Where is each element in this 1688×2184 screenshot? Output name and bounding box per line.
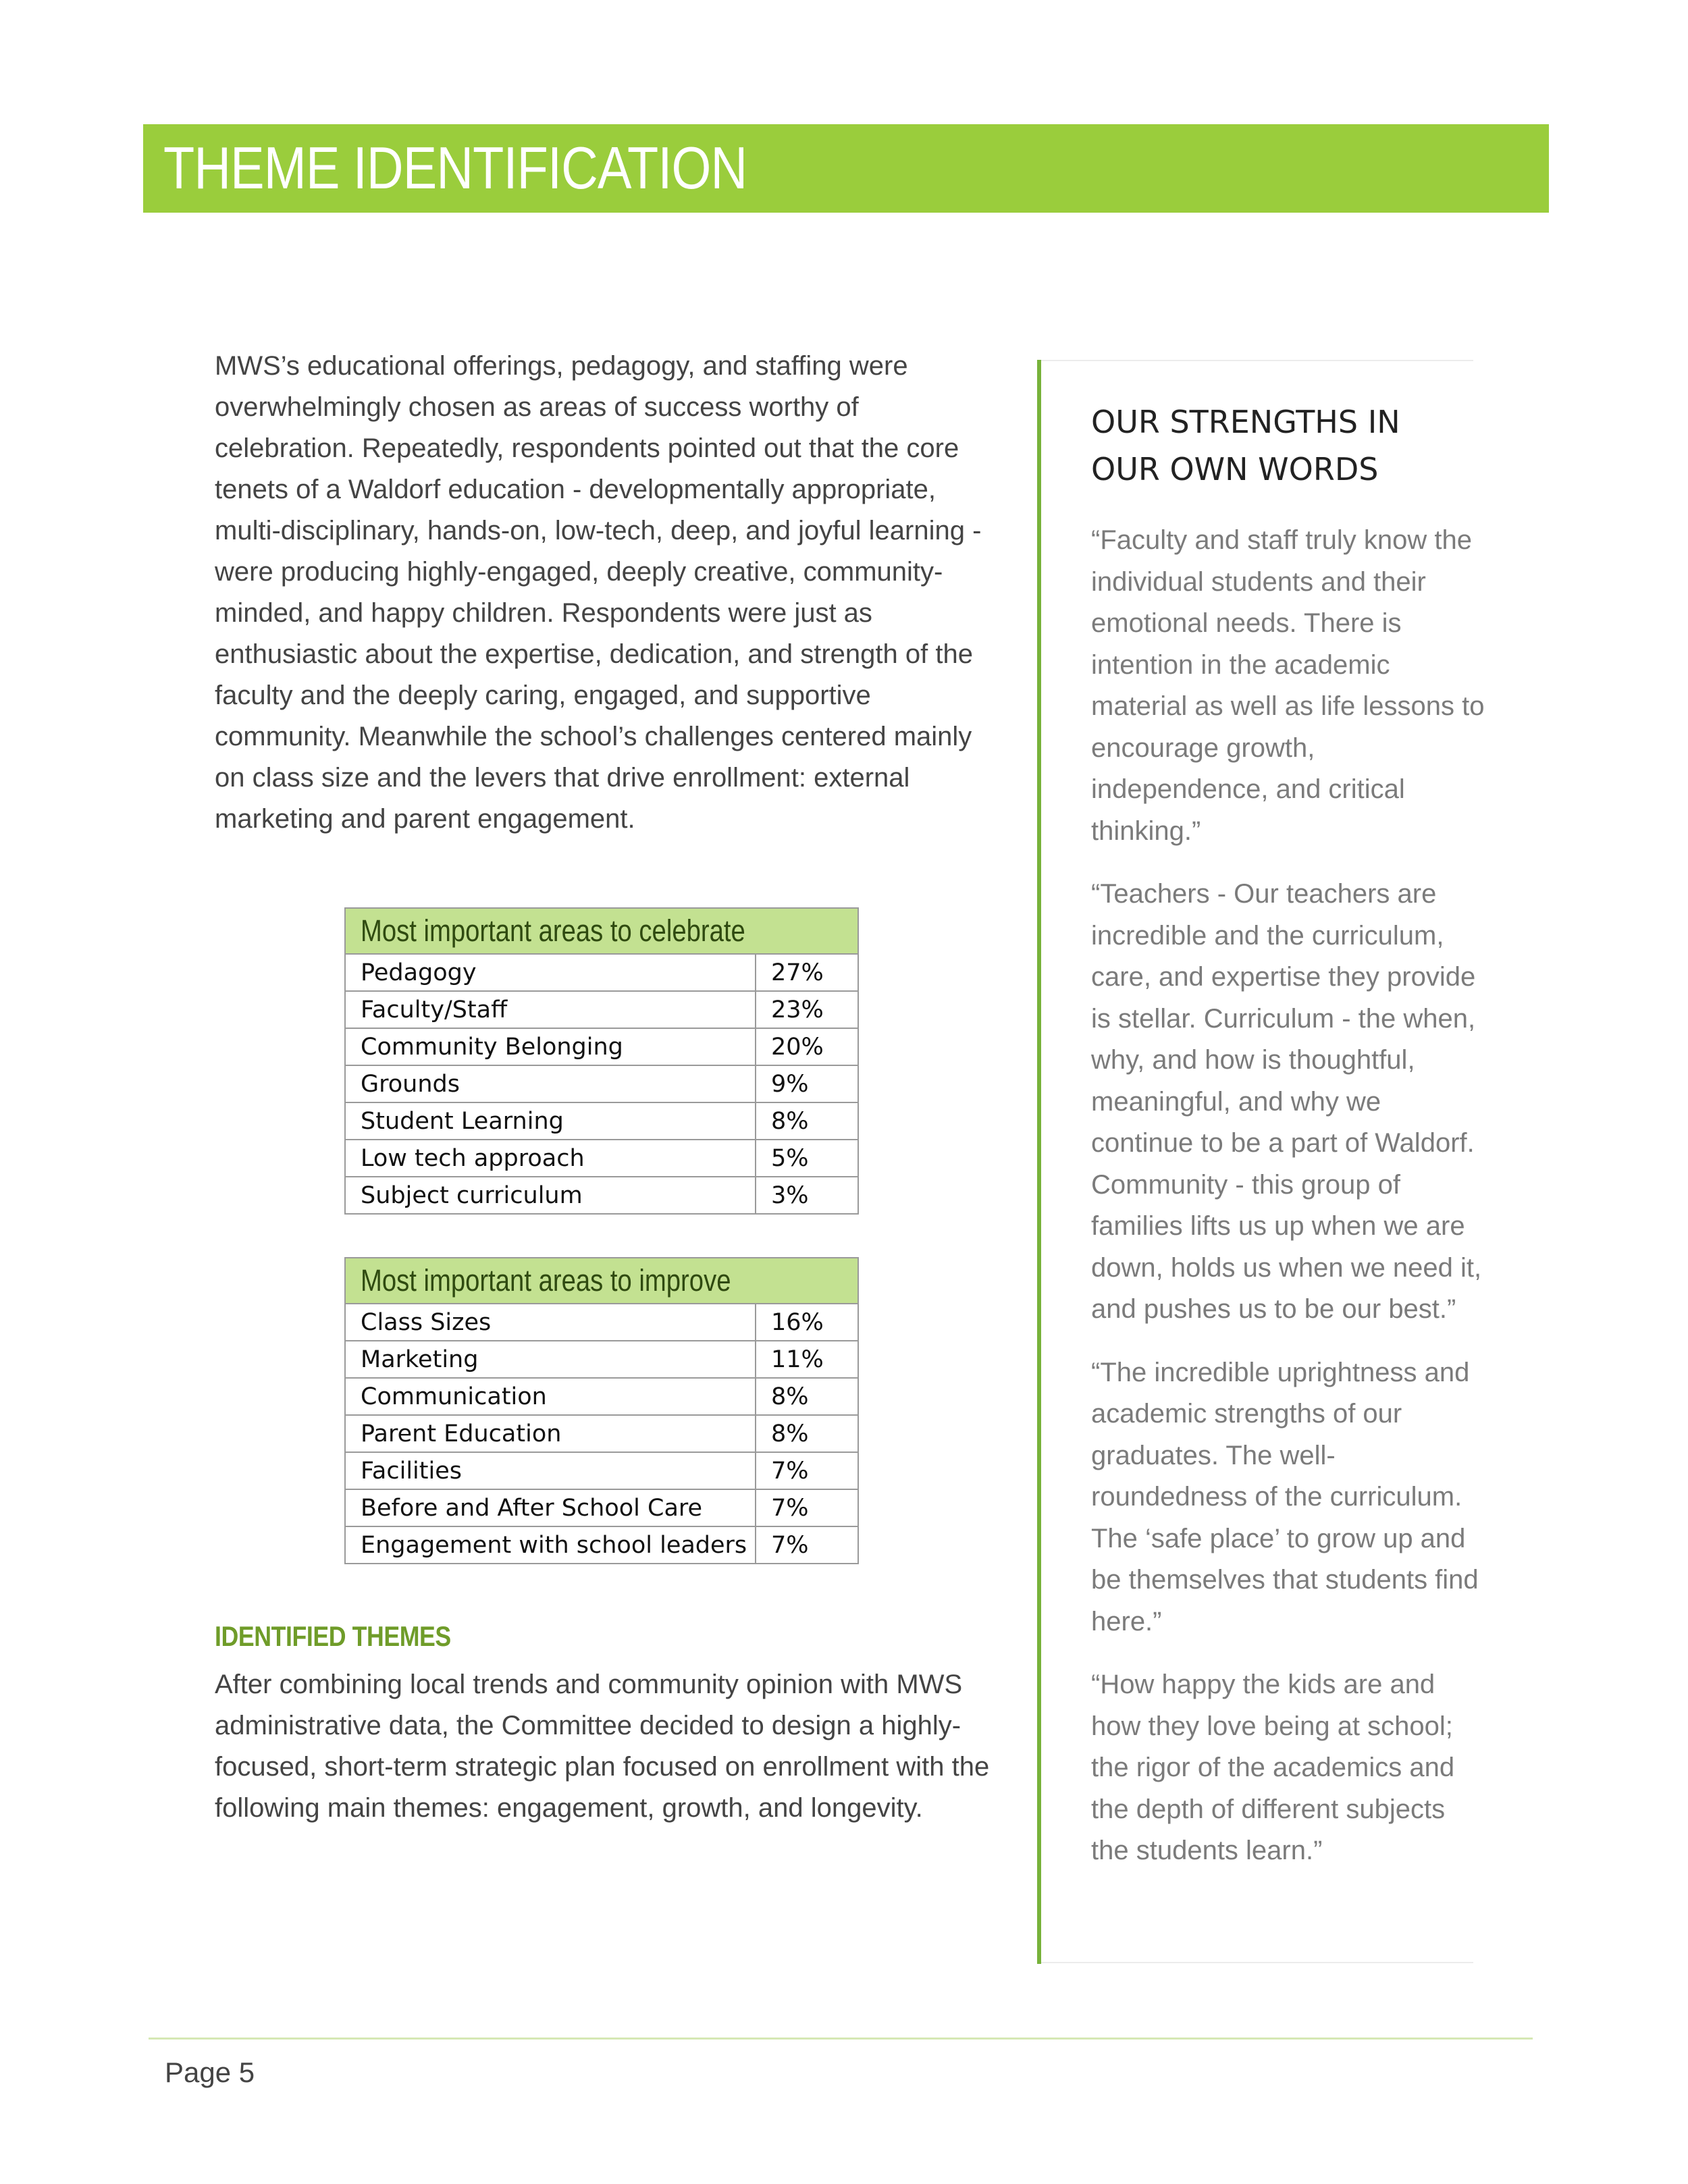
improve-table [344,1257,859,1564]
row-label: Faculty/Staff [345,991,756,1028]
row-value: 5% [756,1140,858,1177]
celebrate-table [344,907,859,1215]
row-value: 8% [756,1378,858,1415]
table-row [345,1028,858,1065]
table-row [345,1378,858,1415]
row-label: Marketing [345,1341,756,1378]
row-value: 9% [756,1065,858,1102]
table-title: Most important areas to celebrate [345,908,858,954]
row-value: 16% [756,1304,858,1341]
table-row [345,991,858,1028]
row-value: 7% [756,1452,858,1489]
table-row [345,1452,858,1489]
table-row [345,1341,858,1378]
row-value: 11% [756,1341,858,1378]
row-label: Communication [345,1378,756,1415]
row-label: Student Learning [345,1102,756,1140]
row-label: Before and After School Care [345,1489,756,1526]
quote: “How happy the kids are and how they love being at school; the rigor of the academics and the depth of different subjects the students learn.” [1091,1670,1455,1865]
table-row [345,954,858,991]
row-value: 20% [756,1028,858,1065]
table-row [345,1489,858,1526]
table-row [345,1065,858,1102]
row-label: Subject curriculum [345,1177,756,1214]
table-header-row [345,1258,858,1304]
sidebar-bottom-divider [1041,1962,1473,1963]
quotes-sidebar [1091,520,1489,1894]
row-value: 3% [756,1177,858,1214]
row-value: 27% [756,954,858,991]
table-row [345,1102,858,1140]
row-value: 8% [756,1415,858,1452]
section-banner [143,124,1549,213]
table-row [345,1526,858,1564]
page-title: THEME IDENTIFICATION [163,134,747,201]
identified-themes-heading: IDENTIFIED THEMES [215,1620,451,1652]
row-value: 23% [756,991,858,1028]
row-label: Community Belonging [345,1028,756,1065]
row-label: Pedagogy [345,954,756,991]
sidebar-title: OUR STRENGTHS IN OUR OWN WORDS [1091,404,1400,487]
table-row [345,1415,858,1452]
table-row [345,1177,858,1214]
quote: “Faculty and staff truly know the individual students and their emotional needs. There is intention in the academic material as well as life lessons to encourage growth, independence, and critical thinking.” [1091,525,1485,846]
quote: “Teachers - Our teachers are incredible and the curriculum, care, and expertise they provide is stellar. Curriculum - the when, why, and how is thoughtful, meaningful, and why we continue to be a part of Waldorf. Community - this group of families lifts us up when we are down, holds us when we need it, and pushes us to be our best.” [1091,879,1482,1324]
sidebar-top-divider [1041,360,1473,361]
page-number: Page 5 [165,2056,255,2088]
row-label: Low tech approach [345,1140,756,1177]
intro-paragraph: MWS’s educational offerings, pedagogy, and staffing were overwhelmingly chosen as areas of success worthy of celebration. Repeatedly, respondents pointed out that the core tenets of a Waldorf education - developmentally appropriate, multi-disciplinary, hands-on, low-tech, deep, and joyful learning - were producing highly-engaged, deeply creative, community-minded, and happy children. Respondents were just as enthusiastic about the expertise, dedication, and strength of the faculty and the deeply caring, engaged, and supportive community. Meanwhile the school’s challenges centered mainly on class size and the levers that drive enrollment: external marketing and parent engagement. [215,351,982,834]
table-title: Most important areas to improve [345,1258,858,1304]
table-row [345,1140,858,1177]
row-label: Facilities [345,1452,756,1489]
row-label: Engagement with school leaders [345,1526,756,1564]
table-row [345,1304,858,1341]
row-value: 7% [756,1526,858,1564]
footer-divider [149,2037,1533,2040]
row-label: Grounds [345,1065,756,1102]
table-header-row [345,908,858,954]
row-value: 7% [756,1489,858,1526]
identified-themes-paragraph: After combining local trends and community opinion with MWS administrative data, the Committee decided to design a highly-focused, short-term strategic plan focused on enrollment with the following main themes: engagement, growth, and longevity. [215,1670,990,1823]
quote: “The incredible uprightness and academic strengths of our graduates. The well-roundedness of the curriculum. The ‘safe place’ to grow up and be themselves that students find here.” [1091,1357,1479,1636]
row-label: Parent Education [345,1415,756,1452]
row-value: 8% [756,1102,858,1140]
row-label: Class Sizes [345,1304,756,1341]
sidebar-accent-rule [1037,360,1041,1964]
